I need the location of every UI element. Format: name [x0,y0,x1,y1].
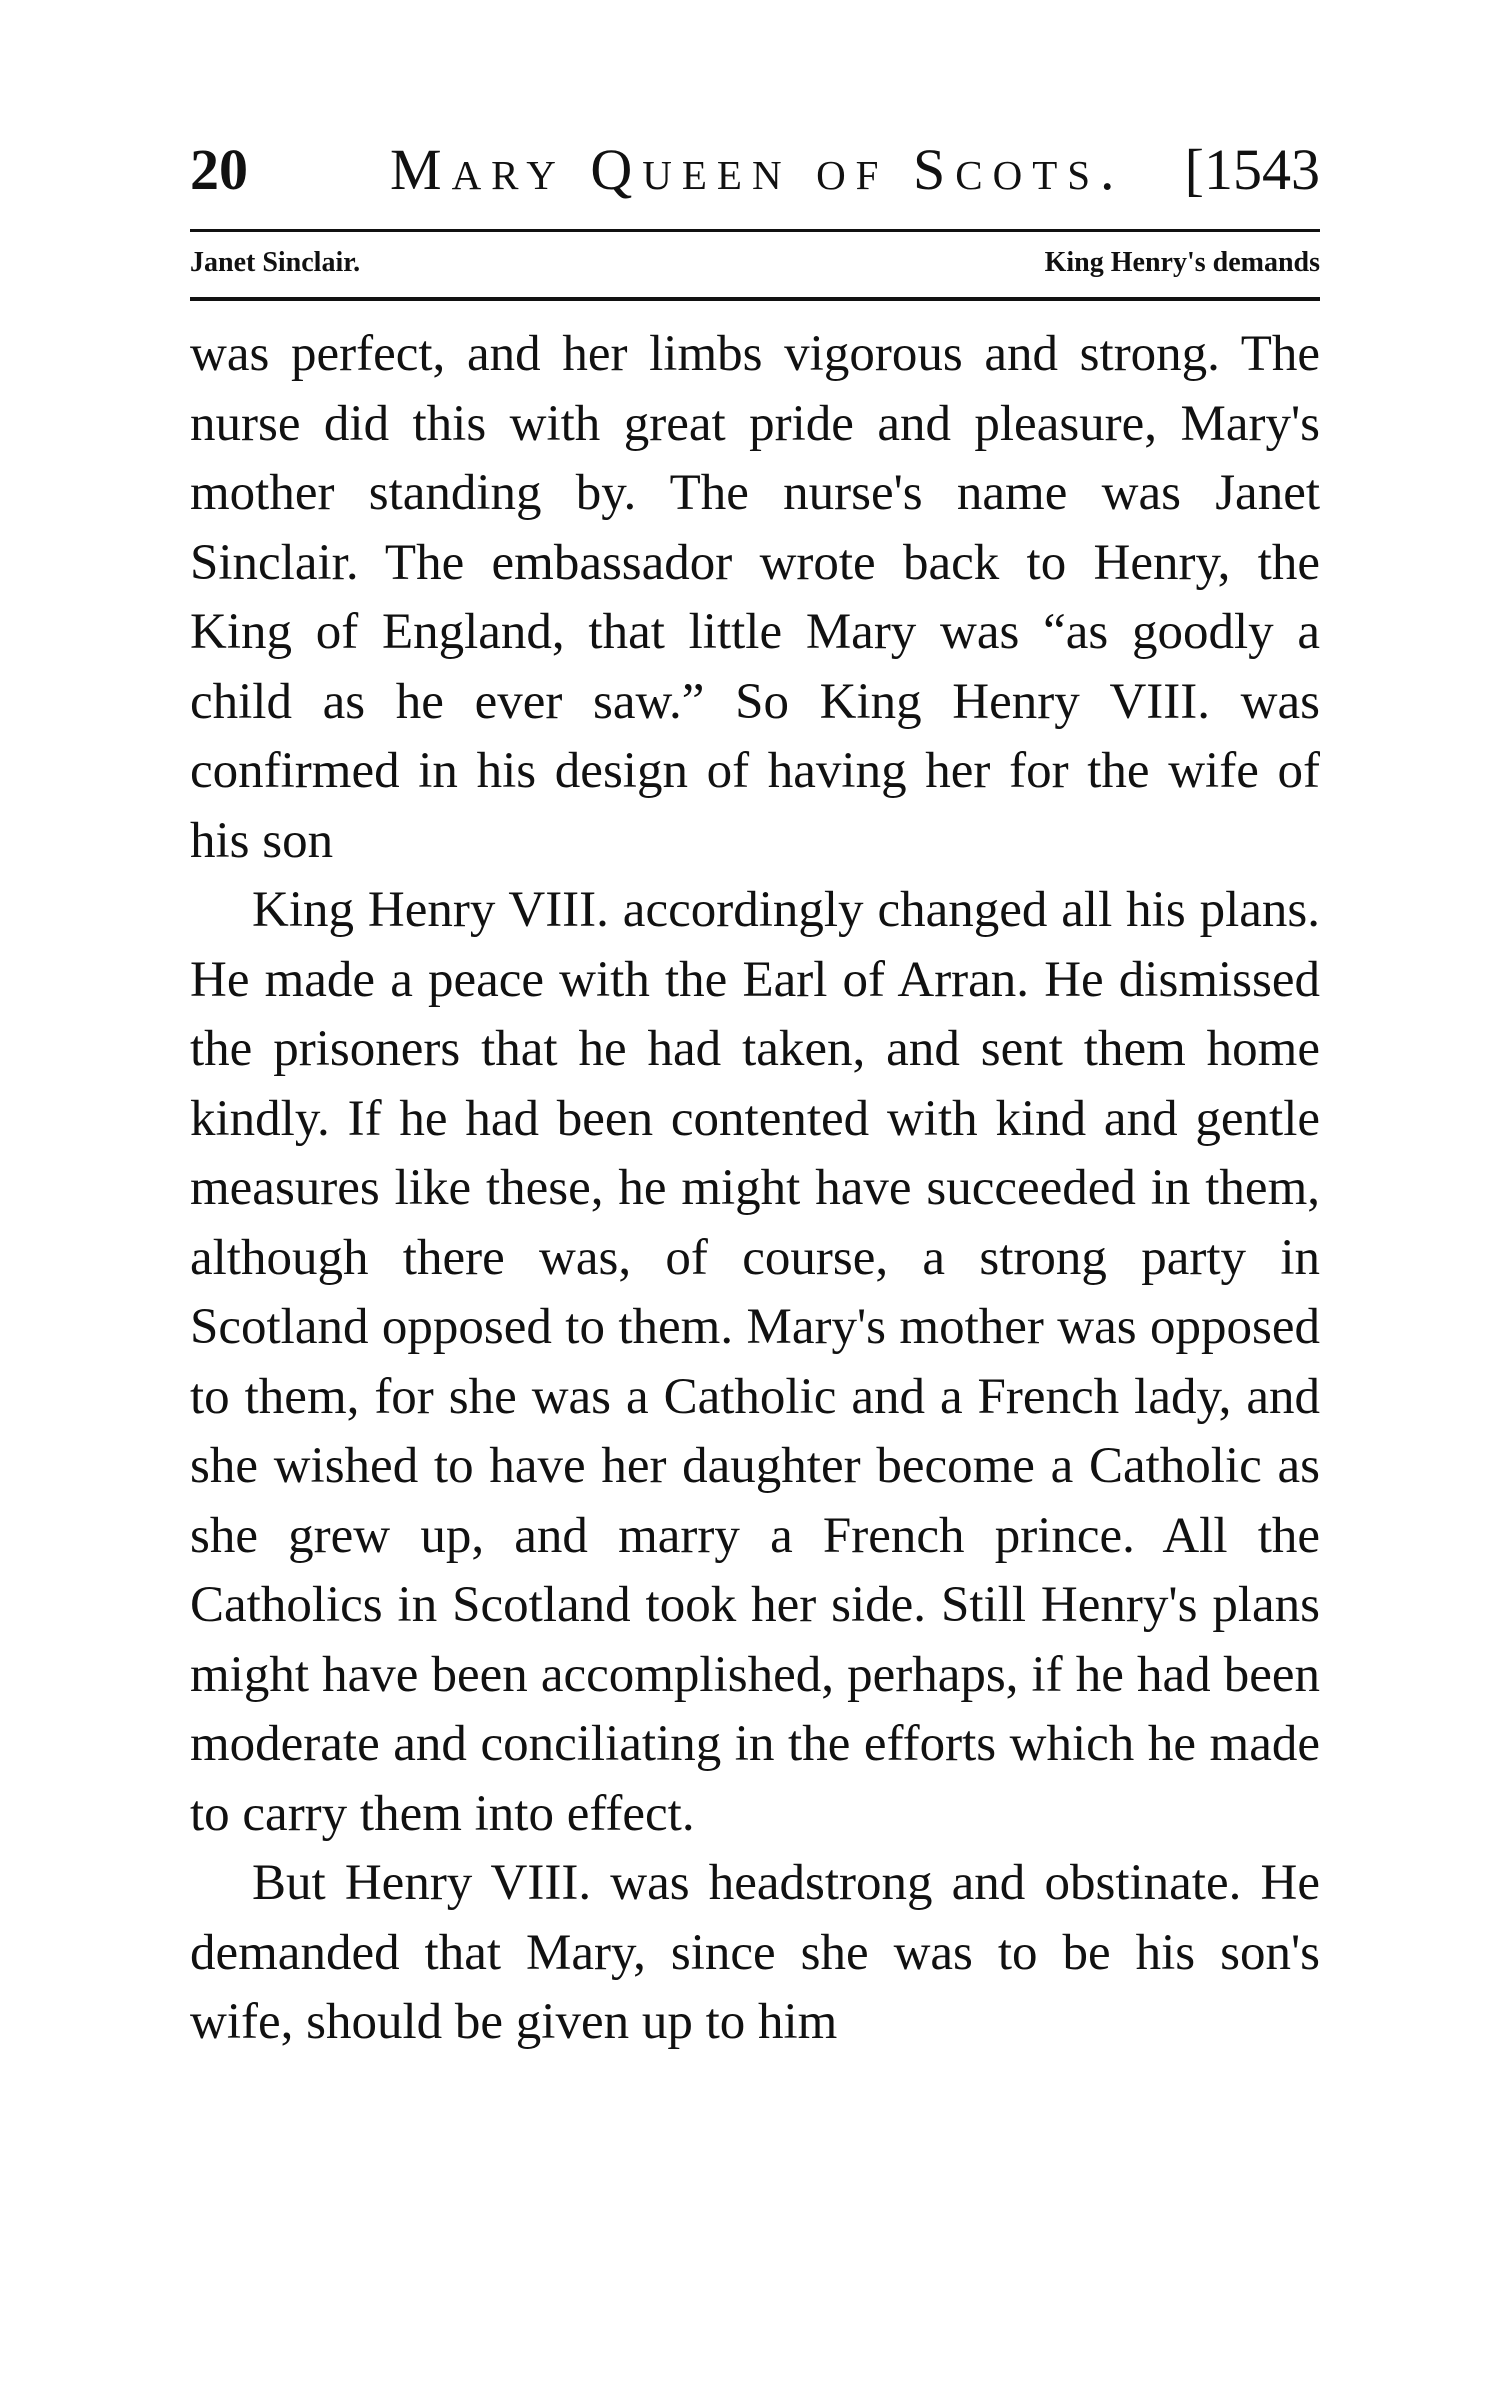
paragraph-3: But Henry VIII. was headstrong and obstinate. He demanded that Mary, since she was to be his son's wife, should be given up to him [190,1855,1320,2050]
paragraph-1: was perfect, and her limbs vigorous and strong. The nurse did this with great pride and pleasure, Mary's mother standing by. The nurse's name was Janet Sinclair. The embassador wrote back to Henry, the King of England, that little Mary was “as goodly a child as he ever saw.” So King Henry VIII. was confirmed in his design of having her for the wife of his son [190,326,1320,869]
page-number: 20 [190,137,248,202]
subheader-right: King Henry's demands [1044,247,1320,278]
paragraph-2: King Henry VIII. accordingly changed all his plans. He made a peace with the Earl of Arran. He dismissed the prisoners that he had taken, and sent them home kindly. If he had been contented with kind and gentle measures like these, he might have succeeded in them, although there was, of course, a strong party in Scotland opposed to them. Mary's mother was opposed to them, for she was a Catholic and a French lady, and she wished to have her daughter become a Catholic as she grew up, and marry a French prince. All the Catholics in Scotland took her side. Still Henry's plans might have been accomplished, perhaps, if he had been moderate and conciliating in the efforts which he made to carry them into effect. [190,882,1320,1842]
subheader-left: Janet Sinclair. [190,247,361,278]
book-page [190,130,1320,210]
section-subheader [190,245,1320,281]
bottom-rule [190,297,1320,301]
running-head [190,130,1320,210]
top-rule [190,229,1320,232]
book-title: Mary Queen of Scots. [390,137,1125,202]
body-text [190,320,1320,2058]
year-marker: [1543 [1184,137,1320,202]
